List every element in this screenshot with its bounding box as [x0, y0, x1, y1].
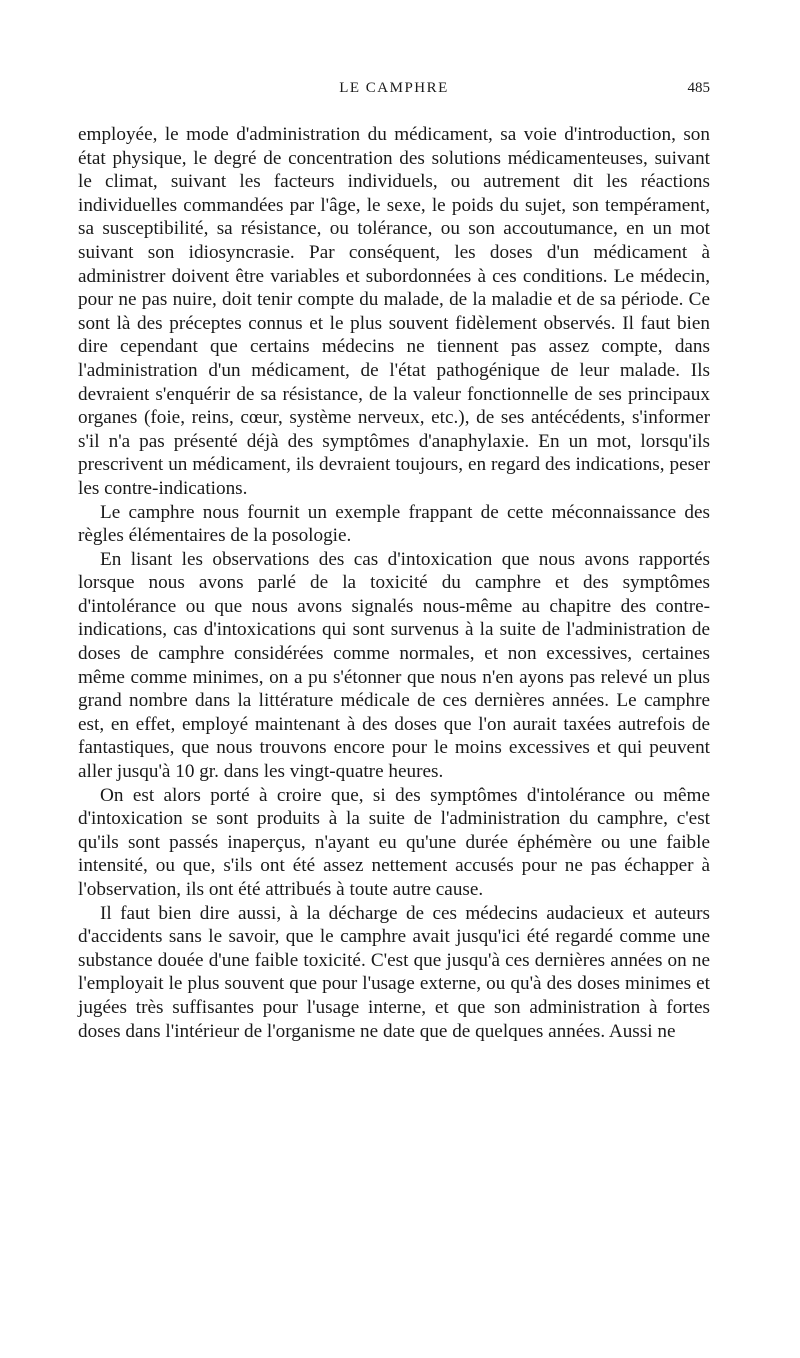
paragraph: En lisant les observations des cas d'intoxication que nous avons rapportés lorsque nous avons parlé de la toxicité du camphre et des symptômes d'intolérance ou que nous avons signalés nous-même au chapitre des contre-indications, cas d'intoxications qui sont survenus à la suite de l'administration de doses de camphre considérées comme normales, et non excessives, certaines même comme minimes, on a pu s'étonner que nous n'en ayons pas relevé un plus grand nombre dans la littérature médicale de ces dernières années. Le camphre est, en effet, employé maintenant à des doses que l'on aurait taxées autrefois de fantastiques, que nous trouvons encore pour le moins excessives et qui peuvent aller jusqu'à 10 gr. dans les vingt-quatre heures. — [78, 548, 710, 783]
paragraph: Le camphre nous fournit un exemple frappant de cette méconnaissance des règles élémentaires de la posologie. — [78, 501, 710, 547]
body-text — [78, 123, 710, 1043]
paragraph: On est alors porté à croire que, si des symptômes d'intolérance ou même d'intoxication se sont produits à la suite de l'administration du camphre, c'est qu'ils sont passés inaperçus, n'ayant eu qu'une durée éphémère ou une faible intensité, ou que, s'ils ont été assez nettement accusés pour ne pas échapper à l'observation, ils ont été attribués à toute autre cause. — [78, 784, 710, 900]
running-head — [78, 80, 710, 104]
paragraph: Il faut bien dire aussi, à la décharge de ces médecins audacieux et auteurs d'accidents sans le savoir, que le camphre avait jusqu'ici été regardé comme une substance douée d'une faible toxicité. C'est que jusqu'à ces dernières années on ne l'employait le plus souvent que pour l'usage externe, ou qu'à des doses minimes et jugées très suffisantes pour l'usage interne, et que son administration à fortes doses dans l'intérieur de l'organisme ne date que de quelques années. Aussi ne — [78, 902, 710, 1042]
page-number: 485 — [687, 80, 710, 96]
paragraph-continued: employée, le mode d'administration du médicament, sa voie d'introduction, son état physique, le degré de concentration des solutions médicamenteuses, suivant le climat, suivant les facteurs individuels, ou autrement dit les réactions individuelles commandées par l'âge, le sexe, le poids du sujet, son tempérament, sa susceptibilité, sa résistance, ou tolérance, ou son accoutumance, en un mot suivant son idiosyncrasie. Par conséquent, les doses d'un médicament à administrer doivent être variables et subordonnées à ces conditions. Le médecin, pour ne pas nuire, doit tenir compte du malade, de la maladie et de sa période. Ce sont là des préceptes connus et le plus souvent fidèlement observés. Il faut bien dire cependant que certains médecins ne tiennent pas assez compte, dans l'administration d'un médicament, de l'état pathogénique de leur malade. Ils devraient s'enquérir de sa résistance, de la valeur fonctionnelle de ses principaux organes (foie, reins, cœur, système nerveux, etc.), de ses antécédents, s'informer s'il n'a pas présenté déjà des symptômes d'anaphylaxie. En un mot, lorsqu'ils prescrivent un médicament, ils devraient toujours, en regard des indications, peser les contre-indications. — [78, 124, 710, 499]
running-title: LE CAMPHRE — [339, 80, 449, 96]
